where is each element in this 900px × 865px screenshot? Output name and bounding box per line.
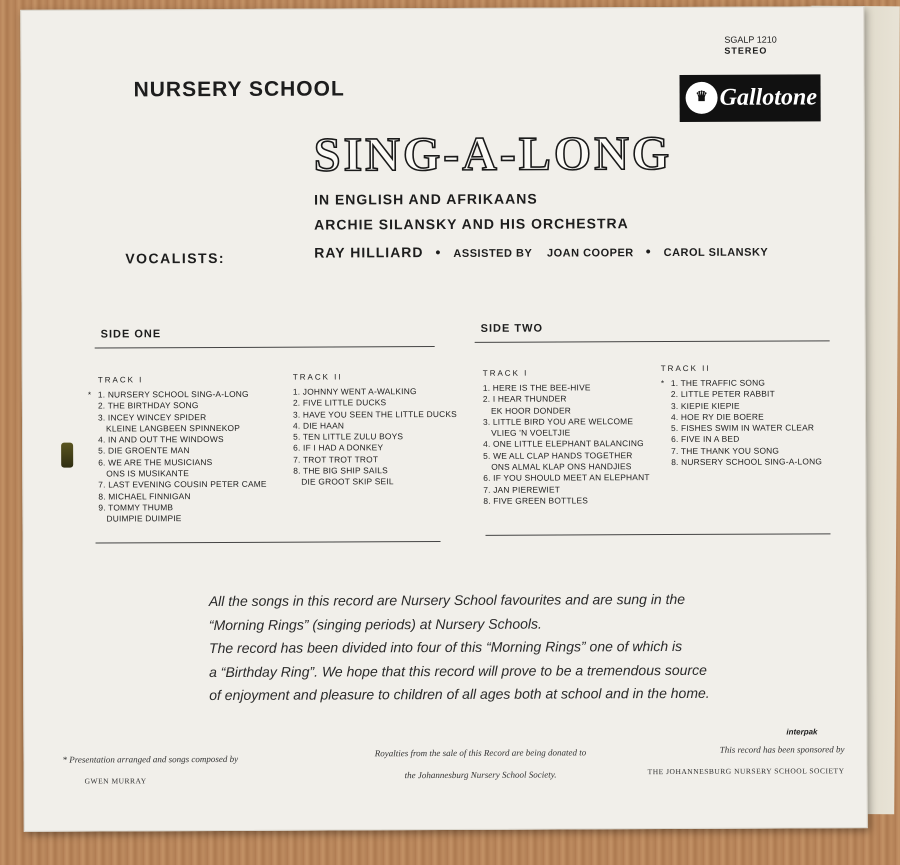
track-item — [98, 411, 266, 423]
track-item — [98, 513, 266, 525]
track-item — [293, 420, 457, 432]
track-item — [98, 445, 266, 457]
item-text: 2. LITTLE PETER RABBIT — [670, 388, 775, 400]
item-text: 4. IN AND OUT THE WINDOWS — [98, 434, 224, 445]
item-text: DIE GROOT SKIP SEIL — [301, 476, 394, 487]
track-item — [483, 472, 649, 484]
vocalist-main: RAY HILLIARD — [314, 244, 424, 261]
track-item — [671, 411, 822, 423]
track-item — [483, 461, 649, 473]
item-text: 1. THE TRAFFIC SONG — [670, 377, 766, 389]
item-text: 5. WE ALL CLAP HANDS TOGETHER — [483, 449, 633, 461]
item-text: 3. KIEPIE KIEPIE — [670, 400, 740, 411]
note-line — [209, 635, 769, 661]
note-line — [209, 588, 769, 614]
item-text: VLIEG 'N VOELTJIE — [491, 427, 571, 438]
footer-left — [62, 748, 238, 793]
item-text: 4. HOE RY DIE BOERE — [670, 411, 764, 422]
track-item — [671, 389, 822, 401]
item-text: 8. FIVE GREEN BOTTLES — [483, 495, 589, 506]
item-text: 4. DIE HAAN — [293, 420, 345, 431]
footer-star: * — [62, 754, 68, 765]
item-text: ONS IS MUSIKANTE — [106, 468, 190, 479]
vocalists-line: RAY HILLIARD • ASSISTED BY JOAN COOPER • CAROL SILANSKY — [314, 243, 769, 261]
track-item — [671, 423, 822, 435]
item-text: 5. DIE GROENTE MAN — [98, 445, 190, 456]
item-text: 8. MICHAEL FINNIGAN — [98, 490, 191, 502]
item-text: a “Birthday Ring”. We hope that this record will prove to be a tremendous source — [209, 661, 707, 680]
track-item — [293, 409, 457, 421]
footer-left-line1: Presentation arranged and songs composed by — [69, 753, 239, 765]
catalog-number: SGALP 1210 — [724, 34, 777, 45]
side-one-track2-label: TRACK II — [292, 372, 343, 382]
sleeve-clip — [61, 443, 73, 468]
item-text: 6. FIVE IN A BED — [671, 434, 740, 445]
format-label: STEREO — [724, 45, 768, 56]
track-item — [98, 457, 266, 469]
side-one-rule — [95, 346, 435, 348]
item-text: 2. THE BIRTHDAY SONG — [97, 400, 199, 411]
label-name: Gallotone — [719, 84, 818, 111]
item-text: DUIMPIE DUIMPIE — [106, 513, 182, 524]
track-item — [483, 393, 649, 405]
track-item — [293, 397, 457, 409]
track-item — [98, 479, 266, 491]
side-one-title: SIDE ONE — [100, 328, 162, 341]
track-item — [483, 439, 649, 451]
side-two-title: SIDE TWO — [480, 322, 544, 335]
track-item — [293, 442, 457, 454]
track-item — [483, 427, 649, 439]
track-item — [483, 450, 649, 462]
track-item — [98, 490, 266, 502]
note-line — [209, 611, 769, 637]
item-text: of enjoyment and pleasure to children of all ages both at school and in the home. — [209, 684, 710, 704]
item-text: 6. IF I HAD A DONKEY — [293, 442, 384, 454]
track-item — [671, 400, 822, 412]
track-item — [87, 388, 266, 401]
item-text: 1. HERE IS THE BEE-HIVE — [482, 382, 591, 393]
item-text: 3. HAVE YOU SEEN THE LITTLE DUCKS — [292, 408, 457, 420]
item-text: 2. I HEAR THUNDER — [482, 393, 567, 405]
side-two-rule — [475, 340, 830, 343]
note-line — [209, 682, 769, 708]
footer-center — [350, 741, 610, 786]
item-text: 7. JAN PIEREWIET — [483, 484, 561, 495]
track-item — [671, 434, 822, 446]
item-text: 5. FISHES SWIM IN WATER CLEAR — [671, 422, 815, 434]
side-one-track1-label: TRACK I — [97, 375, 144, 385]
track-item — [293, 476, 457, 488]
track-item — [483, 405, 649, 417]
item-text: 7. TROT TROT TROT — [293, 454, 379, 465]
item-text: 9. TOMMY THUMB — [98, 502, 174, 513]
item-text: 3. INCEY WINCEY SPIDER — [97, 411, 207, 423]
side-one-bottom-rule — [96, 541, 441, 544]
printer-mark: interpak — [786, 727, 818, 737]
item-text: 7. LAST EVENING COUSIN PETER CAME — [98, 479, 267, 490]
track-item — [98, 400, 266, 412]
gallotone-logo — [680, 74, 821, 122]
album-title: SING-A-LONG — [313, 127, 673, 182]
assisted-by-label: ASSISTED BY — [453, 247, 533, 260]
side-two-bottom-rule — [486, 533, 831, 536]
track-item — [98, 434, 266, 446]
liner-notes — [209, 588, 770, 708]
track-item — [293, 454, 457, 466]
item-text: ONS ALMAL KLAP ONS HANDJIES — [491, 461, 632, 472]
item-text: 6. IF YOU SHOULD MEET AN ELEPHANT — [483, 472, 650, 484]
footer-right — [644, 738, 844, 783]
footer-right-line2: THE JOHANNESBURG NURSERY SCHOOL SOCIETY — [647, 766, 845, 777]
note-line — [209, 658, 769, 684]
footer-center-line2: the Johannesburg Nursery School Society. — [404, 769, 557, 781]
footer-right-line1: This record has been sponsored by — [719, 744, 845, 755]
track-item — [671, 456, 822, 468]
star-marker: * — [87, 389, 92, 400]
series-title: NURSERY SCHOOL — [133, 77, 345, 102]
item-text: EK HOOR DONDER — [490, 405, 572, 416]
star-marker: * — [660, 378, 665, 389]
footer-center-line1: Royalties from the sale of this Record are being donated to — [374, 747, 587, 759]
item-text: 7. THE THANK YOU SONG — [671, 445, 780, 456]
item-text: 1. NURSERY SCHOOL SING-A-LONG — [97, 388, 249, 400]
item-text: All the songs in this record are Nursery School favourites and are sung in the — [208, 590, 686, 610]
side-one-track2-list — [293, 386, 457, 488]
track-item — [293, 431, 457, 443]
side-two-track1-label: TRACK I — [482, 368, 529, 378]
rooster-icon: ♛ — [686, 82, 718, 114]
record-sleeve — [20, 6, 868, 832]
track-item — [483, 416, 649, 428]
item-text: 8. THE BIG SHIP SAILS — [293, 465, 388, 476]
item-text: 8. NURSERY SCHOOL SING-A-LONG — [671, 456, 823, 468]
item-text: 2. FIVE LITTLE DUCKS — [292, 397, 387, 408]
track-item — [671, 445, 822, 457]
item-text: 1. JOHNNY WENT A-WALKING — [292, 386, 417, 397]
item-text: The record has been divided into four of this “Morning Rings” one of which is — [208, 637, 683, 657]
catalog-number-block — [724, 35, 776, 57]
orchestra-credit: ARCHIE SILANSKY AND HIS ORCHESTRA — [314, 215, 629, 233]
vocalists-label: VOCALISTS: — [125, 249, 226, 267]
side-two-track1-list — [483, 382, 650, 507]
track-item — [483, 382, 649, 394]
side-two-track2-label: TRACK II — [660, 363, 711, 374]
item-text: “Morning Rings” (singing periods) at Nursery Schools. — [208, 615, 542, 633]
track-item — [483, 484, 649, 496]
side-two-track2-list — [660, 377, 823, 468]
footer-left-line2: GWEN MURRAY — [84, 776, 147, 786]
track-item — [293, 386, 457, 398]
track-item — [660, 377, 822, 389]
track-item — [98, 468, 266, 480]
album-subtitle: IN ENGLISH AND AFRIKAANS — [314, 190, 538, 208]
item-text: 5. TEN LITTLE ZULU BOYS — [293, 431, 404, 442]
vocalist-3: CAROL SILANSKY — [663, 246, 769, 260]
item-text: 3. LITTLE BIRD YOU ARE WELCOME — [482, 416, 634, 427]
track-item — [98, 423, 266, 435]
vocalist-2: JOAN COOPER — [546, 247, 634, 260]
track-item — [483, 495, 649, 507]
side-one-track1-list — [87, 388, 267, 525]
item-text: 6. WE ARE THE MUSICIANS — [98, 456, 213, 468]
track-item — [98, 502, 266, 514]
item-text: KLEINE LANGBEEN SPINNEKOP — [106, 422, 240, 434]
item-text: 4. ONE LITTLE ELEPHANT BALANCING — [483, 438, 644, 450]
track-item — [293, 465, 457, 477]
